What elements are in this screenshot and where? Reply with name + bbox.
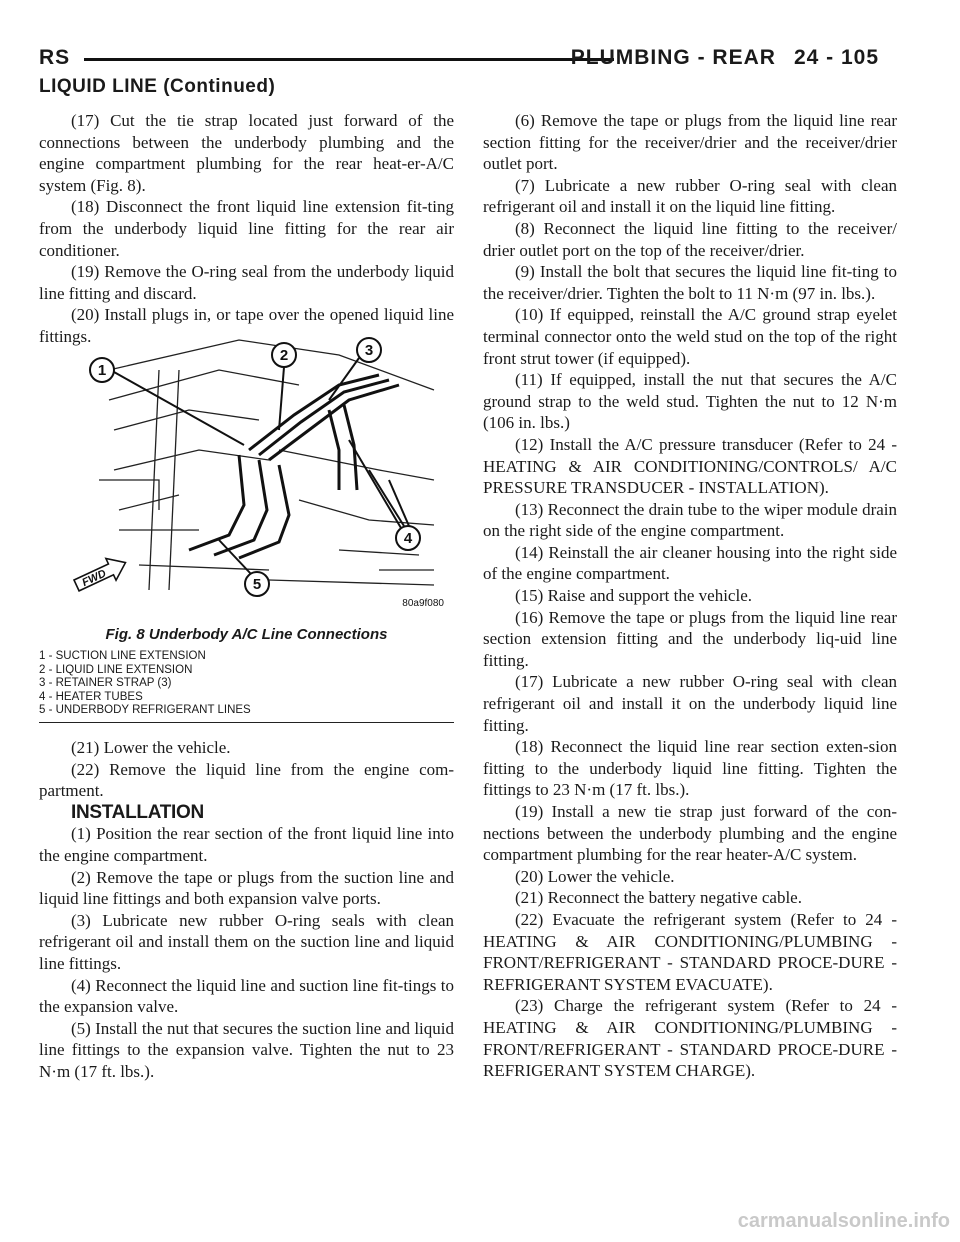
figure-code: 80a9f080 xyxy=(402,598,444,609)
legend-divider xyxy=(39,722,454,723)
step-paragraph: (21) Reconnect the battery negative cable. xyxy=(515,888,802,908)
step-paragraph: (7) Lubricate a new rubber O-ring seal with clean refrigerant oil and install it on the liquid line fitting. xyxy=(483,175,897,217)
right-column xyxy=(483,110,897,1082)
step-paragraph: (19) Remove the O-ring seal from the underbody liquid line fitting and discard. xyxy=(39,262,454,303)
step-paragraph: (15) Raise and support the vehicle. xyxy=(515,586,752,606)
figure-legend xyxy=(39,650,251,718)
installation-heading: INSTALLATION xyxy=(71,801,204,823)
continued-heading: LIQUID LINE (Continued) xyxy=(39,76,276,97)
header-rule xyxy=(84,58,614,61)
legend-item: 3 - RETAINER STRAP (3) xyxy=(39,677,172,689)
step-paragraph: (18) Disconnect the front liquid line extension fit-ting from the underbody liquid line fitting for the rear air conditioner. xyxy=(39,197,454,260)
step-paragraph: (16) Remove the tape or plugs from the liquid line rear section extension fitting and the underbody liq-uid line fitting. xyxy=(483,607,897,670)
step-paragraph: (2) Remove the tape or plugs from the suction line and liquid line fittings and both expansion valve ports. xyxy=(39,867,454,909)
legend-item: 4 - HEATER TUBES xyxy=(39,690,143,703)
header-right xyxy=(571,46,879,70)
callout-4: 4 xyxy=(403,530,413,547)
step-paragraph: (17) Lubricate a new rubber O-ring seal with clean refrigerant oil and install it on the underbody liquid line fitting. xyxy=(483,672,897,735)
legend-item: 1 - SUCTION LINE EXTENSION xyxy=(39,650,206,662)
step-paragraph: (17) Cut the tie strap located just forward of the connections between the underbody plumbing and the engine compartment plumbing for the rear heat-er-A/C system (Fig. 8). xyxy=(39,111,454,195)
step-paragraph: (8) Reconnect the liquid line fitting to the receiver/ drier outlet port on the top of the receiver/drier. xyxy=(483,218,897,260)
step-paragraph: (13) Reconnect the drain tube to the wiper module drain on the right side of the engine compartment. xyxy=(483,499,897,541)
step-paragraph: (9) Install the bolt that secures the liquid line fit-ting to the receiver/drier. Tighten the bolt to 11 N·m (97 in. lbs.). xyxy=(483,262,897,303)
header-title: PLUMBING - REAR xyxy=(570,46,776,69)
page-number: 24 - 105 xyxy=(793,46,879,69)
watermark: carmanualsonline.info xyxy=(737,1210,950,1232)
step-paragraph: (23) Charge the refrigerant system (Refer to 24 - HEATING & AIR CONDITIONING/PLUMBING - FRONT/REFRIGERANT - STANDARD PROCE-DURE - REFRIGERANT SYSTEM CHARGE). xyxy=(483,996,897,1081)
step-paragraph: (22) Remove the liquid line from the engine com-partment. xyxy=(39,759,454,801)
step-paragraph: (10) If equipped, reinstall the A/C ground strap eyelet terminal connector onto the weld stud on the top of the right front strut tower (if equipped). xyxy=(483,305,897,368)
step-paragraph: (22) Evacuate the refrigerant system (Refer to 24 - HEATING & AIR CONDITIONING/PLUMBING - FRONT/REFRIGERANT - STANDARD PROCE-DURE - REFRIGERANT SYSTEM EVACUATE). xyxy=(483,909,897,994)
step-paragraph: (5) Install the nut that secures the suction line and liquid line fittings to the expansion valve. Tighten the nut to 23 N·m (17 ft. lbs.). xyxy=(39,1018,454,1081)
callout-3: 3 xyxy=(364,342,374,359)
page-header xyxy=(39,42,879,72)
step-paragraph: (1) Position the rear section of the front liquid line into the engine compartment. xyxy=(39,824,454,865)
step-paragraph: (21) Lower the vehicle. xyxy=(71,738,231,757)
figure-illustration xyxy=(39,330,454,620)
step-paragraph: (20) Install plugs in, or tape over the opened liquid line fittings. xyxy=(39,305,454,346)
legend-item: 5 - UNDERBODY REFRIGERANT LINES xyxy=(39,704,251,716)
step-paragraph: (3) Lubricate new rubber O-ring seals with clean refrigerant oil and install them on the suction line and liquid line fittings. xyxy=(39,910,454,973)
step-paragraph: (14) Reinstall the air cleaner housing into the right side of the engine compartment. xyxy=(483,542,897,584)
callout-5: 5 xyxy=(252,576,262,593)
left-column-bottom xyxy=(39,737,454,1083)
step-paragraph: (11) If equipped, install the nut that secures the A/C ground strap to the weld stud. Tighten the nut to 12 N·m (106 in. lbs.) xyxy=(483,370,897,433)
callout-1: 1 xyxy=(97,362,107,379)
fwd-label: FWD xyxy=(80,567,109,590)
legend-item: 2 - LIQUID LINE EXTENSION xyxy=(39,663,193,676)
callout-2: 2 xyxy=(279,347,289,364)
step-paragraph: (4) Reconnect the liquid line and suction line fit-tings to the expansion valve. xyxy=(39,975,454,1017)
step-paragraph: (19) Install a new tie strap just forward of the con-nections between the underbody plumbing and the engine compartment plumbing for the rear heater-A/C system. xyxy=(483,802,897,865)
step-paragraph: (12) Install the A/C pressure transducer (Refer to 24 - HEATING & AIR CONDITIONING/CONTROLS/ A/C PRESSURE TRANSDUCER - INSTALLATION). xyxy=(483,434,897,498)
step-paragraph: (6) Remove the tape or plugs from the liquid line rear section fitting for the receiver/drier and the receiver/drier outlet port. xyxy=(483,111,897,174)
figure-caption: Fig. 8 Underbody A/C Line Connections xyxy=(105,626,388,643)
section-code: RS xyxy=(39,46,71,69)
step-paragraph: (18) Reconnect the liquid line rear section exten-sion fitting to the underbody liquid line fitting. Tighten the fittings to 23 N·m (17 ft. lbs.). xyxy=(483,737,897,800)
step-paragraph: (20) Lower the vehicle. xyxy=(515,866,675,886)
left-column-top xyxy=(39,110,454,348)
